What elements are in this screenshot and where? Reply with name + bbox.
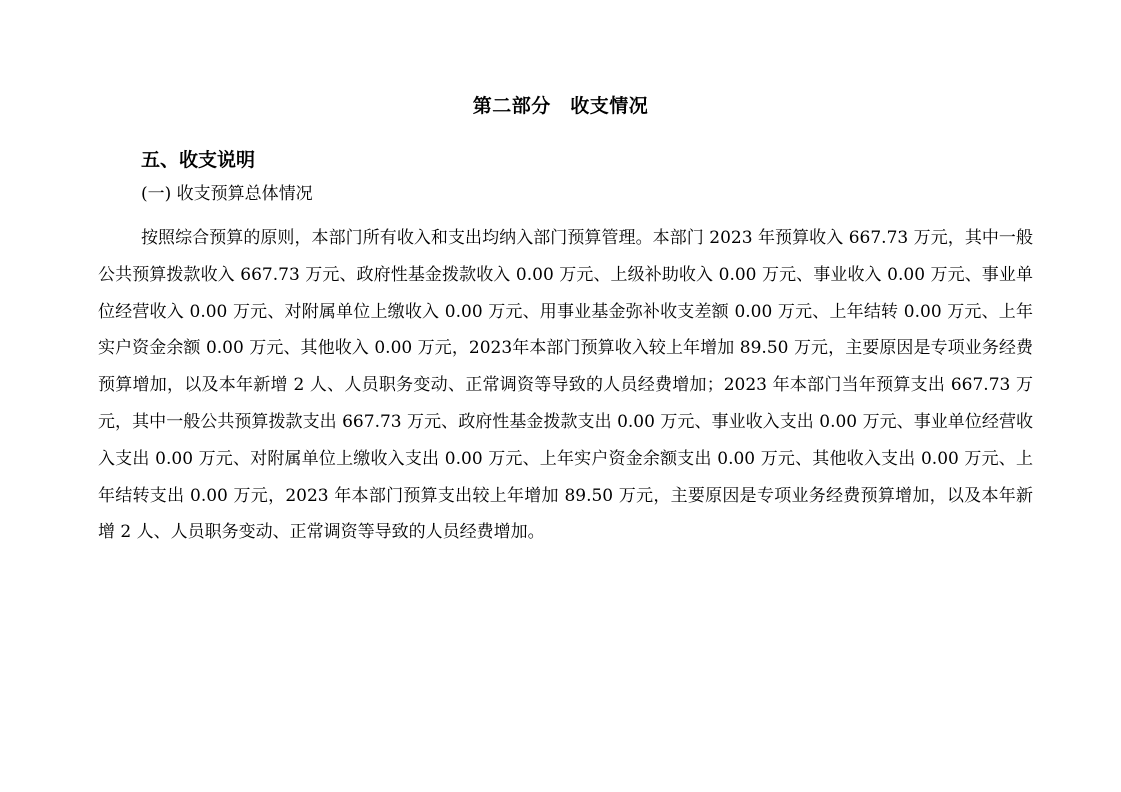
sub-heading: (一) 收支预算总体情况 [141, 184, 313, 204]
body-paragraph: 按照综合预算的原则，本部门所有收入和支出均纳入部门预算管理。本部门 2023 年预算收入 667.73 万元，其中一般公共预算拨款收入 667.73 万元、政府性基金拨款收入 0.00 万元、上级补助收入 0.00 万元、事业收入 0.00 万元、事业单位经营收入 0.00 万元、对附属单位上缴收入 0.00 万元、用事业基金弥补收支差额 0.00 万元、上年结转 0.00 万元、上年实户资金余额 0.00 万元、其他收入 0.00 万元，2023年本部门预算收入较上年增加 89.50 万元，主要原因是专项业务经费预算增加，以及本年新增 2 人、人员职务变动、正常调资等导致的人员经费增加；2023 年本部门当年预算支出 667.73 万元，其中一般公共预算拨款支出 667.73 万元、政府性基金拨款支出 0.00 万元、事业收入支出 0.00 万元、事业单位经营收入支出 0.00 万元、对附属单位上缴收入支出 0.00 万元、上年实户资金余额支出 0.00 万元、其他收入支出 0.00 万元、上年结转支出 0.00 万元，2023 年本部门预算支出较上年增加 89.50 万元，主要原因是专项业务经费预算增加，以及本年新增 2 人、人员职务变动、正常调资等导致的人员经费增加。 [98, 228, 1033, 543]
part-title: 第二部分 收支情况 [472, 95, 649, 117]
section-heading: 五、收支说明 [141, 149, 256, 171]
